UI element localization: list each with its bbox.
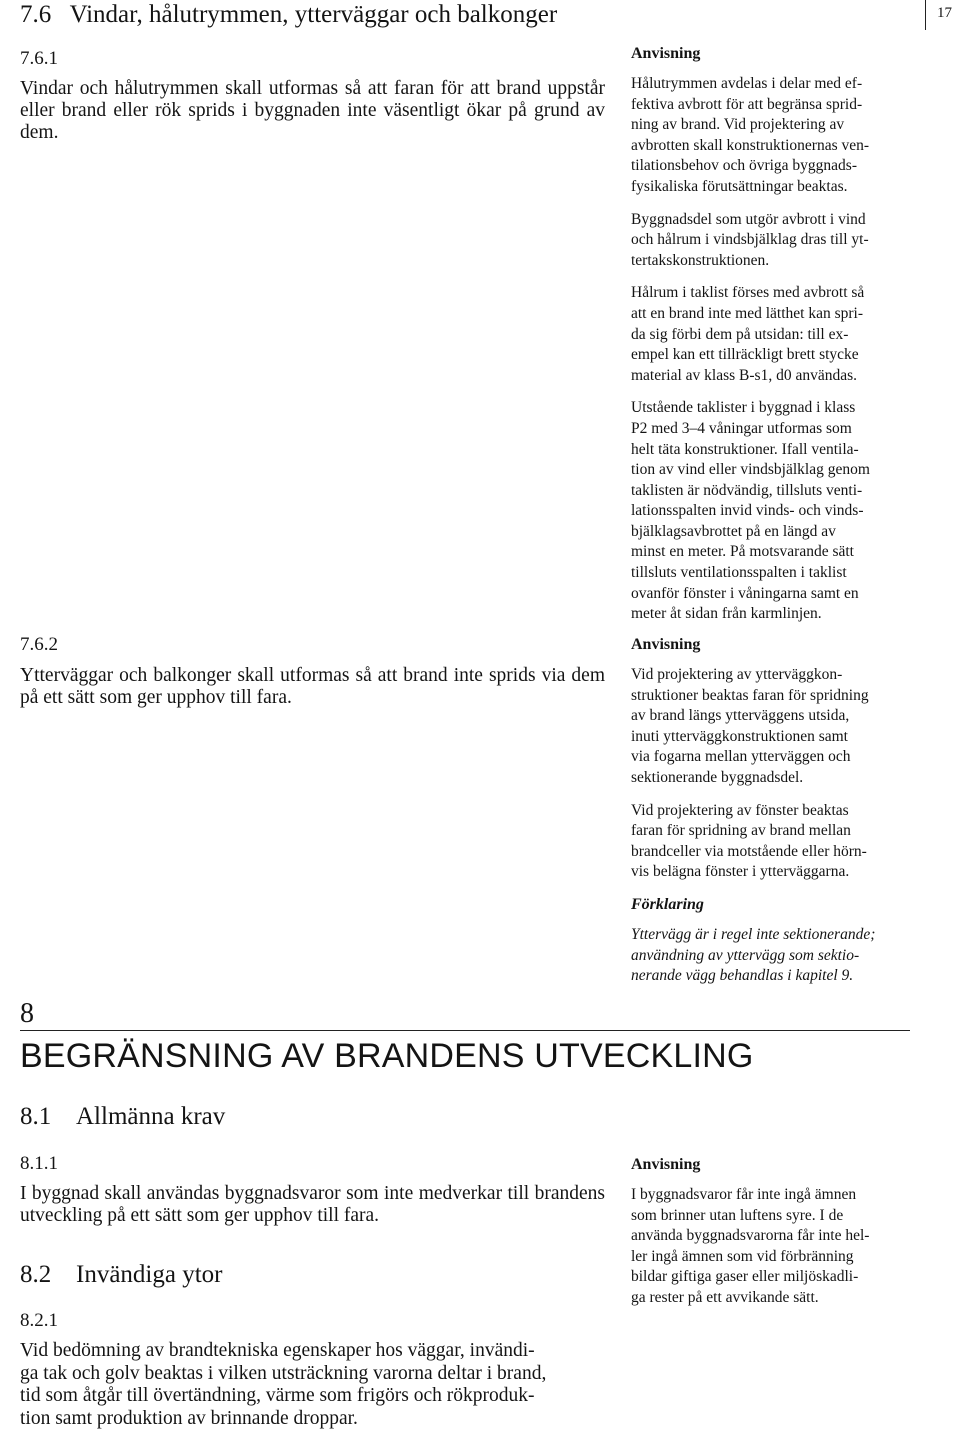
sidebar-paragraph bbox=[631, 801, 911, 883]
text-line: Hålutrymmen avdelas i delar med ef- bbox=[631, 75, 863, 92]
section-number: 8.2 bbox=[20, 1261, 52, 1288]
text-line: nerande vägg behandlas i kapitel 9. bbox=[631, 967, 854, 985]
text-line: av brand längs ytterväggens utsida, bbox=[631, 707, 850, 725]
text-line: fektiva avbrott för att begränsa sprid- bbox=[631, 95, 863, 113]
text-line: meter åt sidan från karmlinjen. bbox=[631, 605, 822, 623]
text-line: använda byggnadsvarorna får inte hel- bbox=[631, 1227, 870, 1245]
text-line: bildar giftiga gaser eller miljöskadli- bbox=[631, 1268, 859, 1286]
text-line: fysikaliska förutsättningar beaktas. bbox=[631, 177, 848, 195]
text-line: ovanför fönster i våningarna samt en bbox=[631, 584, 859, 602]
text-line: användning av yttervägg som sektio- bbox=[631, 946, 860, 964]
sidebar-heading: Anvisning bbox=[631, 45, 701, 62]
text-line: ler ingå ämnen som vid förbränning bbox=[631, 1247, 854, 1265]
text-line: tion av vind eller vindsbjälklag genom bbox=[631, 461, 870, 479]
sidebar-paragraph bbox=[631, 398, 911, 625]
text-line: da sig förbi dem på utsidan: till ex- bbox=[631, 325, 849, 343]
text-line: via fogarna mellan ytterväggen och bbox=[631, 748, 851, 766]
text-line: tertakskonstruktionen. bbox=[631, 251, 770, 269]
clause-text-7-6-2: Ytterväggar och balkonger skall utformas så att brand inte sprids via dem på ett sätt som ger upphov till fara. bbox=[20, 665, 605, 708]
text-line: taklisten är nödvändig, tillsluts venti- bbox=[631, 481, 863, 499]
sidebar-paragraph bbox=[631, 210, 911, 272]
text-line: som brinner utan luftens syre. I de bbox=[631, 1206, 844, 1224]
text-line: helt täta konstruktioner. Ifall ventila- bbox=[631, 440, 859, 458]
text-line: empel kan ett tillräckligt brett stycke bbox=[631, 346, 859, 364]
text-line: Utstående taklister i byggnad i klass bbox=[631, 399, 856, 417]
text-line: P2 med 3–4 våningar utformas som bbox=[631, 419, 852, 437]
text-line: tion samt produktion av brinnande droppar. bbox=[20, 1407, 358, 1429]
text-line: faran för spridning av brand mellan bbox=[631, 822, 851, 840]
sidebar-guidance-byggnadsvaror bbox=[631, 1155, 911, 1309]
text-line: och hålrum i vindsbjälklag dras till yt- bbox=[631, 231, 869, 249]
section-heading-8-1 bbox=[20, 1102, 225, 1132]
text-line: brandceller via motstående eller hörn- bbox=[631, 842, 867, 860]
text-line: tilationsbehov och övriga byggnads- bbox=[631, 157, 857, 175]
sidebar-guidance-vindar bbox=[631, 44, 911, 625]
section-title: Allmänna krav bbox=[76, 1103, 226, 1130]
sidebar-heading: Anvisning bbox=[631, 1156, 701, 1173]
text-line: Vid bedömning av brandtekniska egenskaper hos väggar, invändi- bbox=[20, 1340, 535, 1361]
clause-number-8-2-1: 8.2.1 bbox=[20, 1310, 58, 1331]
text-line: Yttervägg är i regel inte sektionerande; bbox=[631, 925, 876, 943]
sidebar-guidance-ytterväggar bbox=[631, 635, 911, 987]
section-title: Vindar, hålutrymmen, ytterväggar och balkonger bbox=[69, 1, 558, 28]
page-number: 17 bbox=[937, 5, 952, 21]
text-line: avbrotten skall konstruktionernas ven- bbox=[631, 136, 870, 154]
text-line: lationsspalten invid vinds- och vinds- bbox=[631, 502, 864, 520]
clause-text-8-2-1 bbox=[20, 1340, 610, 1430]
clause-number-8-1-1: 8.1.1 bbox=[20, 1153, 58, 1174]
section-number: 7.6 bbox=[20, 1, 52, 28]
chapter-number: 8 bbox=[20, 998, 34, 1029]
clause-text-8-1-1: I byggnad skall användas byggnadsvaror som inte medverkar till brandens utveckling på ett sätt som ger upphov till fara. bbox=[20, 1183, 605, 1226]
text-line: minst en meter. På motsvarande sätt bbox=[631, 543, 854, 561]
text-line: bjälklagsavbrottet på en längd av bbox=[631, 522, 836, 540]
explanation-heading: Förklaring bbox=[631, 895, 704, 913]
chapter-rule bbox=[20, 1030, 910, 1031]
clause-text-7-6-1: Vindar och hålutrymmen skall utformas så att faran för att brand uppstår eller brand eller rök sprids i byggnaden inte väsentligt ökar på grund av dem. bbox=[20, 78, 605, 143]
text-line: Byggnadsdel som utgör avbrott i vind bbox=[631, 210, 866, 228]
text-line: Hålrum i taklist förses med avbrott så bbox=[631, 284, 865, 302]
text-line: I byggnadsvaror får inte ingå ämnen bbox=[631, 1186, 857, 1203]
section-heading-7-6 bbox=[20, 0, 557, 30]
text-line: ga tak och golv beaktas i vilken utsträckning varorna deltar i brand, bbox=[20, 1362, 547, 1384]
text-line: tid som åtgår till övertändning, värme som frigörs och rökproduk- bbox=[20, 1385, 535, 1406]
section-title: Invändiga ytor bbox=[76, 1261, 223, 1288]
text-line: ning av brand. Vid projektering av bbox=[631, 116, 845, 134]
text-line: Vid projektering av fönster beaktas bbox=[631, 801, 849, 819]
text-line: sektionerande byggnadsdel. bbox=[631, 768, 804, 786]
clause-number-7-6-1: 7.6.1 bbox=[20, 48, 58, 69]
text-line: vis belägna fönster i ytterväggarna. bbox=[631, 863, 850, 881]
text-line: att en brand inte med lätthet kan spri- bbox=[631, 304, 863, 322]
sidebar-heading: Anvisning bbox=[631, 636, 701, 653]
text-line: Vid projektering av ytterväggkon- bbox=[631, 666, 843, 683]
sidebar-paragraph bbox=[631, 665, 911, 789]
section-number: 8.1 bbox=[20, 1103, 52, 1130]
header-divider bbox=[925, 0, 926, 30]
sidebar-paragraph bbox=[631, 1185, 911, 1309]
explanation-paragraph bbox=[631, 925, 911, 987]
sidebar-paragraph bbox=[631, 283, 911, 386]
text-line: struktioner beaktas faran för spridning bbox=[631, 686, 869, 704]
section-heading-8-2 bbox=[20, 1260, 222, 1290]
chapter-title: BEGRÄNSNING AV BRANDENS UTVECKLING bbox=[20, 1037, 754, 1075]
sidebar-paragraph bbox=[631, 74, 911, 198]
text-line: inuti ytterväggkonstruktionen samt bbox=[631, 727, 848, 745]
clause-number-7-6-2: 7.6.2 bbox=[20, 634, 58, 655]
text-line: ga rester på ett avvikande sätt. bbox=[631, 1288, 819, 1306]
text-line: material av klass B-s1, d0 användas. bbox=[631, 366, 857, 384]
text-line: tillsluts ventilationsspalten i taklist bbox=[631, 564, 847, 582]
